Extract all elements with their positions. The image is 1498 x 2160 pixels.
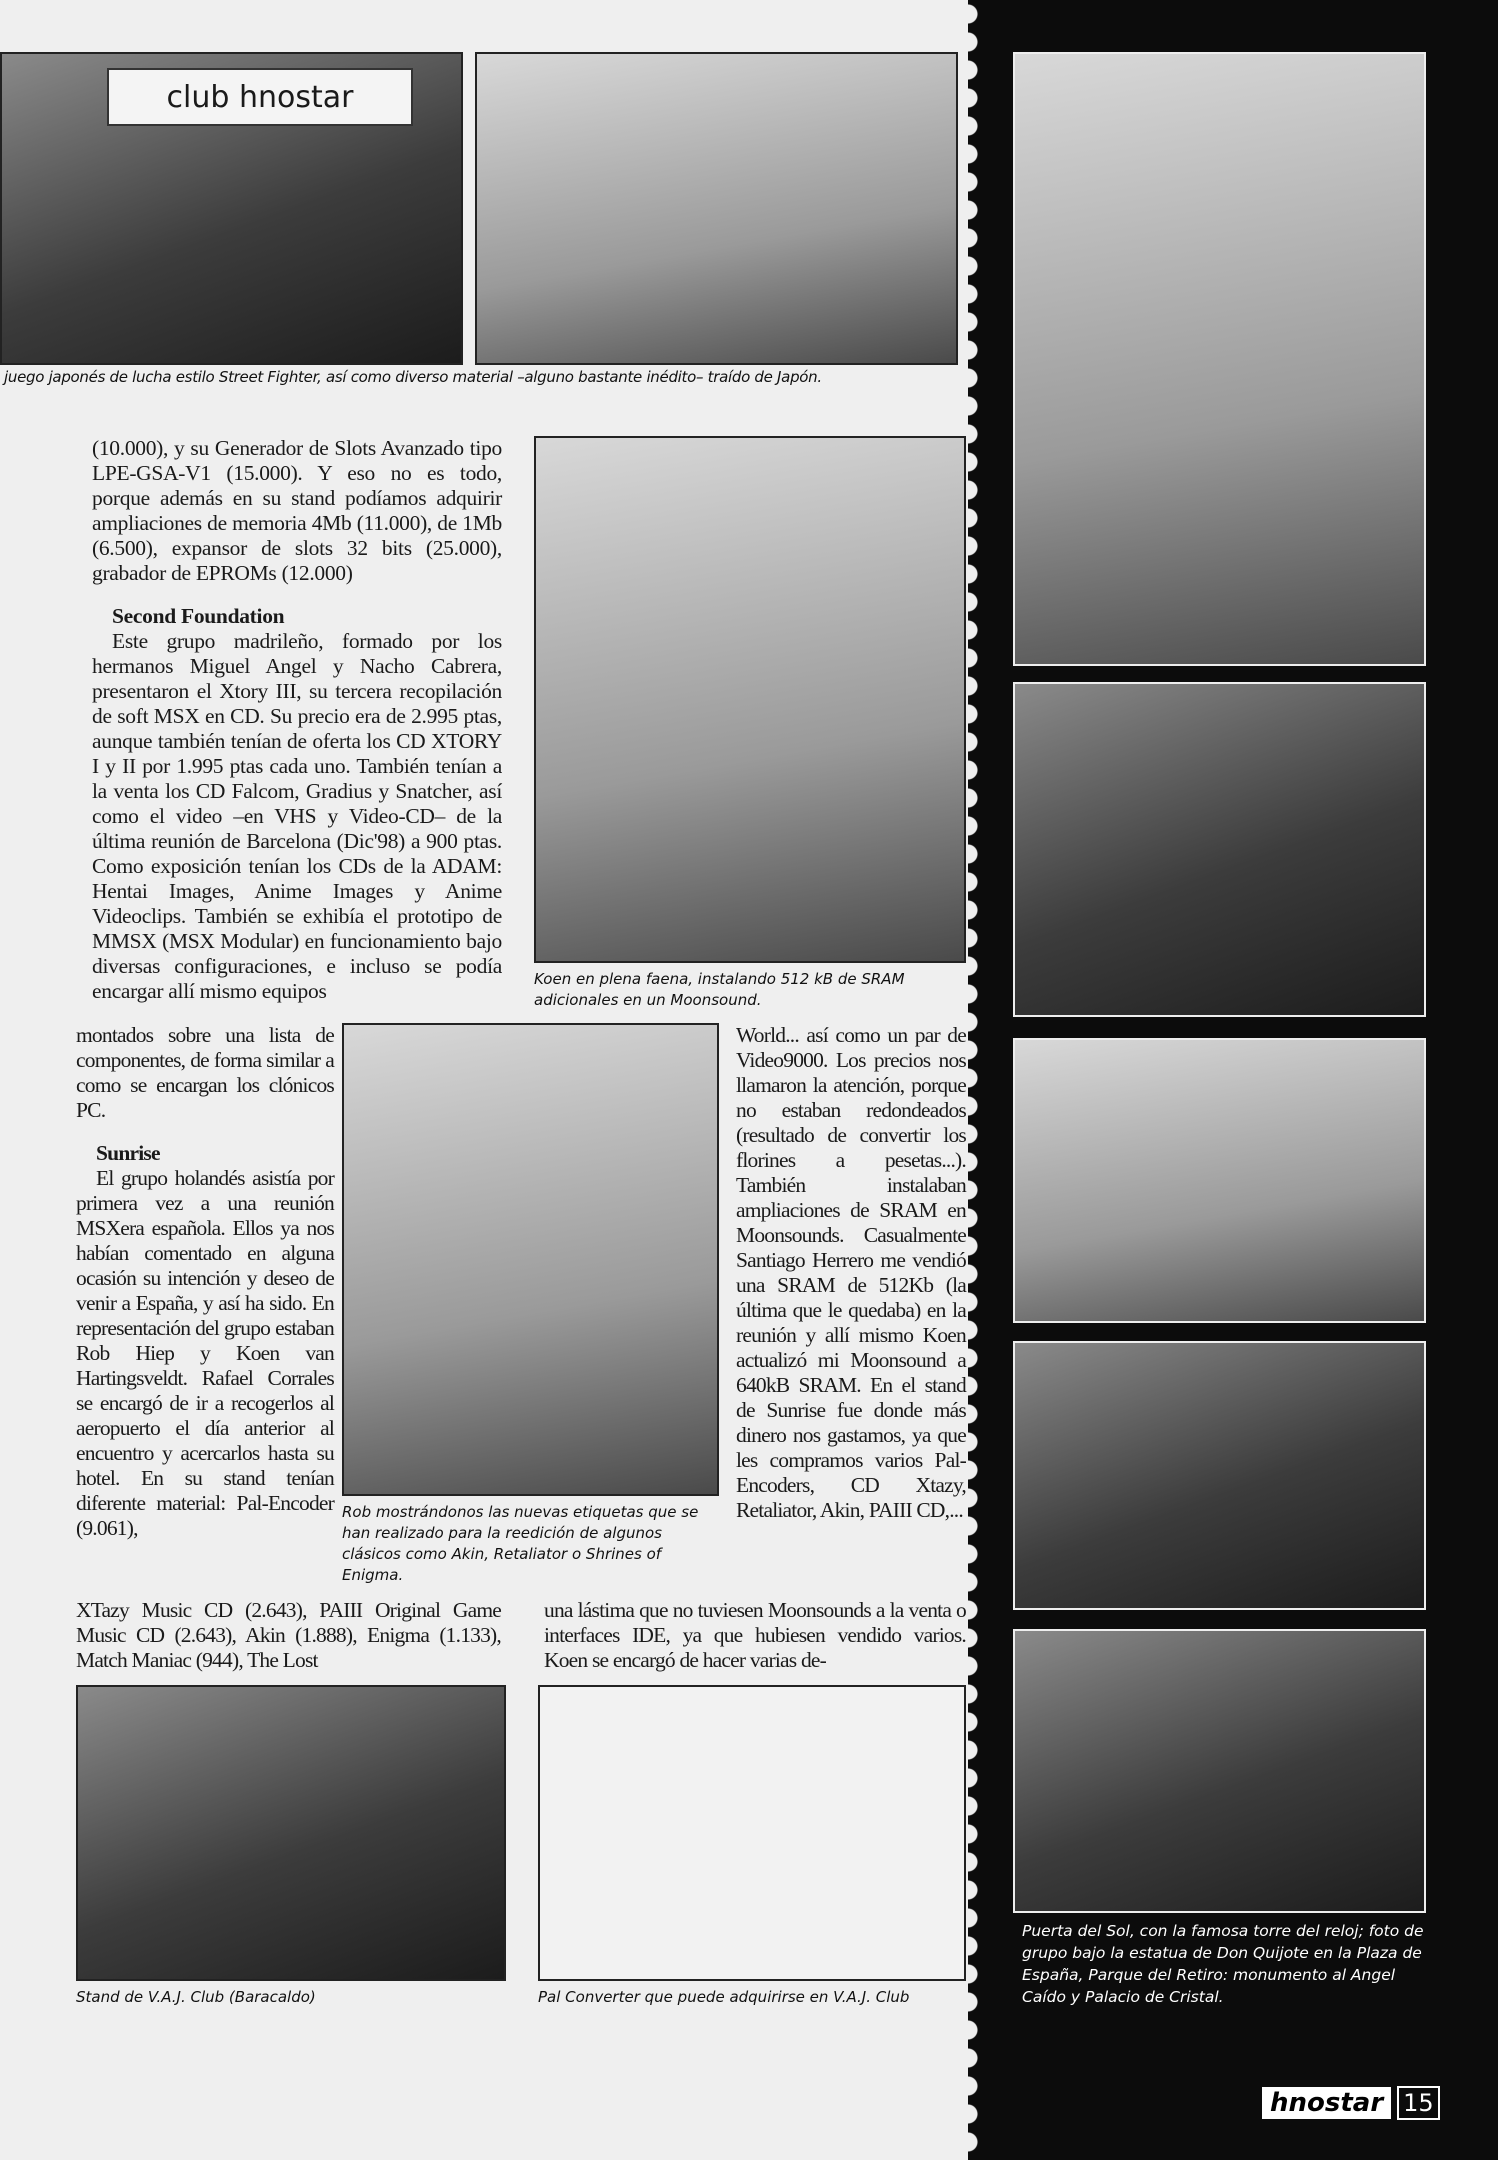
- photo-pal-converter: [538, 1685, 966, 1981]
- top-caption: juego japonés de lucha estilo Street Fighter, así como diverso material –alguno bastante inédito– traído de Japón.: [4, 368, 822, 386]
- caption-madrid: Puerta del Sol, con la famosa torre del reloj; foto de grupo bajo la estatua de Don Quijote en la Plaza de España, Parque del Retiro: monumento al Angel Caído y Palacio de Cristal.: [1022, 1922, 1424, 2006]
- paragraph-sunrise: El grupo holandés asistía por primera vez a una reunión MSXera española. Ellos ya nos habían comentado en alguna ocasión su intención y deseo de venir a España, y así ha sido. En representación del grupo estaban Rob Hiep y Koen van Hartingsveldt. Rafael Corrales se encargó de ir a recogerlos al aeropuerto el día anterior al encuentro y acercarlos hasta su hotel. En su stand tenían diferente material: Pal-Encoder (9.061),: [76, 1166, 334, 1540]
- rob-figure: [342, 1023, 719, 1586]
- paragraph-sunrise-bottom-right: una lástima que no tuviesen Moonsounds a la venta o interfaces IDE, ya que hubiesen vendido varios. Koen se encargó de hacer varias de-: [544, 1598, 966, 1672]
- paragraph-sunrise-bottom-left: XTazy Music CD (2.643), PAIII Original Game Music CD (2.643), Akin (1.888), Enigma (1.133), Match Maniac (944), The Lost: [76, 1598, 501, 1672]
- article-body: [76, 436, 966, 2008]
- paragraph-second-foundation-cont: montados sobre una lista de componentes, de forma similar a como se encargan los clónicos PC.: [76, 1023, 334, 1122]
- perforated-edge: [968, 0, 998, 2160]
- vaj-figure: [76, 1685, 506, 2008]
- photo-don-quijote-statue: [1013, 682, 1426, 1017]
- article-row-2: [76, 1023, 966, 1586]
- article-row-3: [76, 1598, 966, 1673]
- caption-pal-converter: Pal Converter que puede adquirirse en V.A.J. Club: [538, 1988, 910, 2006]
- heading-second-foundation: Second Foundation: [112, 604, 285, 628]
- column-right: [736, 1023, 966, 1523]
- caption-vaj-stand: Stand de V.A.J. Club (Baracaldo): [76, 1988, 316, 2006]
- photo-palacio-cristal: [1013, 1629, 1426, 1913]
- photo-koen: [534, 436, 966, 963]
- paragraph-sunrise-right: World... así como un par de Video9000. Los precios nos llamaron la atención, porque no estaban redondeados (resultado de convertir los florines a pesetas...). También instalaban ampliaciones de SRAM en Moonsounds. Casualmente Santiago Herrero me vendió una SRAM de 512Kb (la última que le quedaba) en la reunión y allí mismo Koen actualizó mi Moonsound a 640kB SRAM. En el stand de Sunrise fue donde más dinero nos gastamos, ya que les compramos varios Pal-Encoders, CD Xtazy, Retaliator, Akin, PAIII CD,...: [736, 1023, 966, 1522]
- koen-figure: [534, 436, 966, 1011]
- heading-sunrise: Sunrise: [96, 1141, 160, 1165]
- photo-attendees: [475, 52, 958, 365]
- caption-rob: Rob mostrándonos las nuevas etiquetas que se han realizado para la reedición de algunos clásicos como Akin, Retaliator o Shrines of Enigma.: [342, 1503, 699, 1584]
- article-row-1: [76, 436, 966, 1011]
- photo-vaj-stand: [76, 1685, 506, 1981]
- article-row-4: [76, 1685, 966, 2008]
- magazine-logo: hnostar: [1262, 2087, 1391, 2119]
- club-hnostar-sign: club hnostar: [107, 68, 413, 126]
- page-footer: [1262, 2086, 1440, 2120]
- page-number: 15: [1397, 2086, 1440, 2120]
- photo-parque-retiro: [1013, 1038, 1426, 1323]
- paragraph-intro: (10.000), y su Generador de Slots Avanzado tipo LPE-GSA-V1 (15.000). Y eso no es todo, porque además en su stand podíamos adquirir ampliaciones de memoria 4Mb (11.000), de 1Mb (6.500), expansor de slots 32 bits (25.000), grabador de EPROMs (12.000): [92, 436, 502, 585]
- caption-koen: Koen en plena faena, instalando 512 kB de SRAM adicionales en un Moonsound.: [534, 970, 905, 1009]
- photo-club-hnostar-stand: [0, 52, 463, 365]
- pal-figure: [538, 1685, 966, 2008]
- column-left-lower: [76, 1023, 334, 1541]
- paragraph-second-foundation: Este grupo madrileño, formado por los hermanos Miguel Angel y Nacho Cabrera, presentaron el Xtory III, su tercera recopilación de soft MSX en CD. Su precio era de 2.995 ptas, aunque también tenían de oferta los CD XTORY I y II por 1.995 ptas cada uno. También tenían a la venta los CD Falcom, Gradius y Snatcher, así como el video –en VHS y Video-CD– de la última reunión de Barcelona (Dic'98) a 900 ptas. Como exposición tenían los CDs de la ADAM: Hentai Images, Anime Images y Anime Videoclips. También se exhibía el prototipo de MMSX (MSX Modular) en funcionamiento bajo diversas configuraciones, e incluso se podía encargar allí mismo equipos: [92, 629, 502, 1003]
- photo-puerta-del-sol: [1013, 52, 1426, 666]
- column-left-upper: [92, 436, 502, 1004]
- photo-angel-caido: [1013, 1341, 1426, 1610]
- photo-rob: [342, 1023, 719, 1496]
